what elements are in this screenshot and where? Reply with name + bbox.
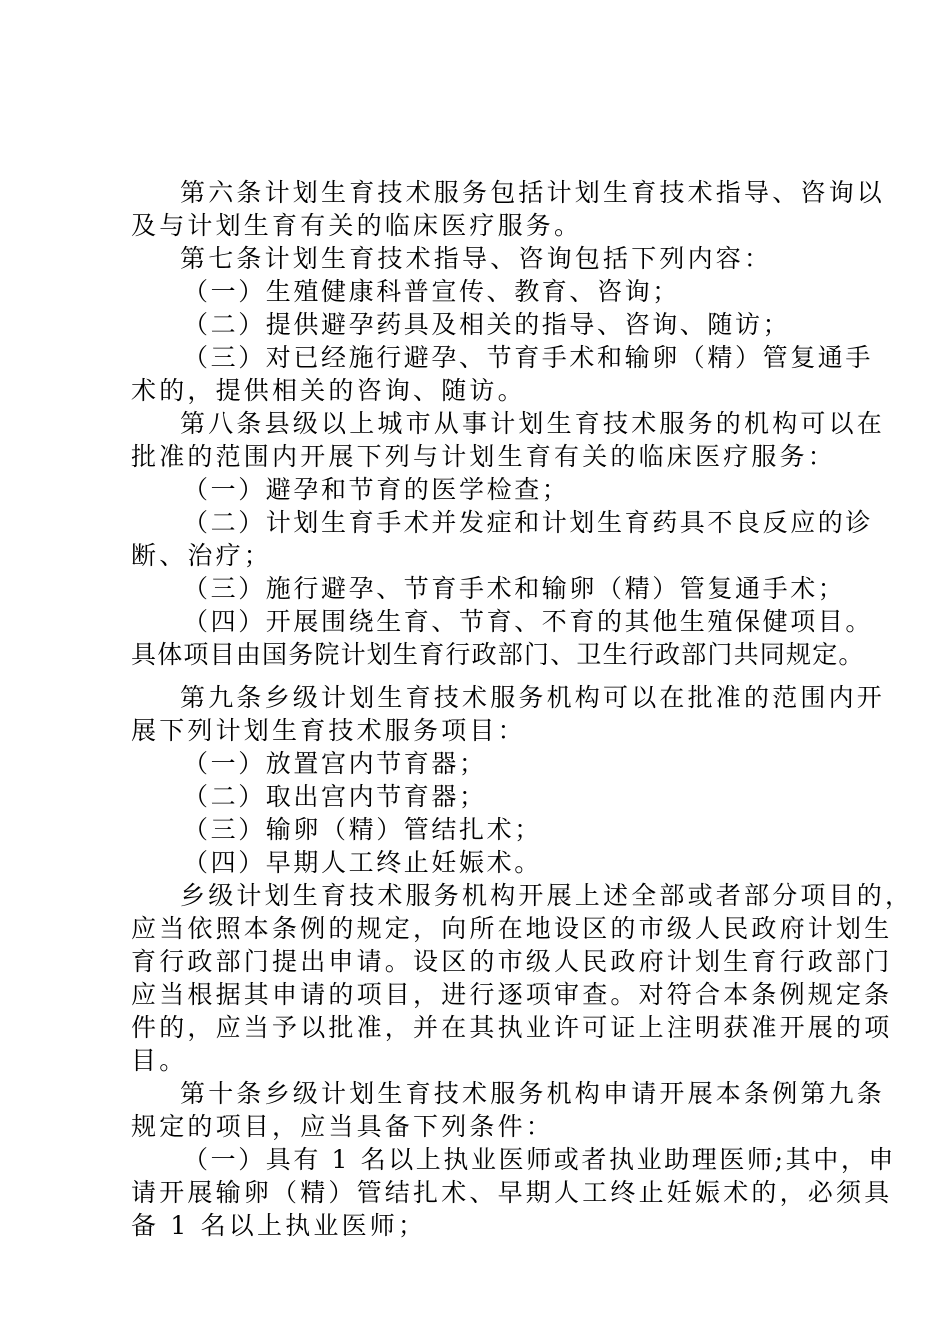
- text-line: （一）生殖健康科普宣传、教育、咨询；: [183, 277, 680, 306]
- text-line: （一）放置宫内节育器；: [183, 749, 487, 778]
- text-line: （一）具有 1 名以上执业医师或者执业助理医师;其中，申: [183, 1145, 897, 1174]
- text-line: 断、治疗；: [131, 541, 273, 570]
- text-line: 育行政部门提出申请。设区的市级人民政府计划生育行政部门: [131, 947, 893, 976]
- text-line: （三）施行避孕、节育手术和输卵（精）管复通手术；: [183, 574, 846, 603]
- text-line: 第十条乡级计划生育技术服务机构申请开展本条例第九条: [180, 1079, 886, 1108]
- text-line: 第八条县级以上城市从事计划生育技术服务的机构可以在: [180, 409, 886, 438]
- text-line: 目。: [131, 1046, 188, 1075]
- text-line: （四）开展围绕生育、节育、不育的其他生殖保健项目。: [183, 607, 874, 636]
- text-line: 规定的项目，应当具备下列条件：: [131, 1112, 555, 1141]
- text-line: （二）取出宫内节育器；: [183, 782, 487, 811]
- text-line: 备 1 名以上执业医师；: [131, 1211, 427, 1240]
- text-line: （四）早期人工终止妊娠术。: [183, 848, 542, 877]
- text-line: 乡级计划生育技术服务机构开展上述全部或者部分项目的，: [180, 881, 914, 910]
- text-line: （三）输卵（精）管结扎术；: [183, 815, 542, 844]
- text-line: （三）对已经施行避孕、节育手术和输卵（精）管复通手: [183, 343, 874, 372]
- text-line: 术的，提供相关的咨询、随访。: [131, 376, 526, 405]
- text-line: （一）避孕和节育的医学检查；: [183, 475, 570, 504]
- text-line: 展下列计划生育技术服务项目：: [131, 716, 526, 745]
- text-line: （二）计划生育手术并发症和计划生育药具不良反应的诊: [183, 508, 874, 537]
- text-line: 及与计划生育有关的临床医疗服务。: [131, 211, 583, 240]
- text-line: 批准的范围内开展下列与计划生育有关的临床医疗服务：: [131, 442, 837, 471]
- text-line: （二）提供避孕药具及相关的指导、咨询、随访；: [183, 310, 791, 339]
- text-line: 第七条计划生育技术指导、咨询包括下列内容：: [180, 244, 773, 273]
- text-line: 请开展输卵（精）管结扎术、早期人工终止妊娠术的，必须具: [131, 1178, 893, 1207]
- text-line: 应当根据其申请的项目，进行逐项审查。对符合本条例规定条: [131, 980, 893, 1009]
- text-line: 件的，应当予以批准，并在其执业许可证上注明获准开展的项: [131, 1013, 893, 1042]
- text-line: 第六条计划生育技术服务包括计划生育技术指导、咨询以: [180, 178, 886, 207]
- text-line: 应当依照本条例的规定，向所在地设区的市级人民政府计划生: [131, 914, 893, 943]
- text-line: 第九条乡级计划生育技术服务机构可以在批准的范围内开: [180, 683, 886, 712]
- text-line: 具体项目由国务院计划生育行政部门、卫生行政部门共同规定。: [131, 640, 865, 669]
